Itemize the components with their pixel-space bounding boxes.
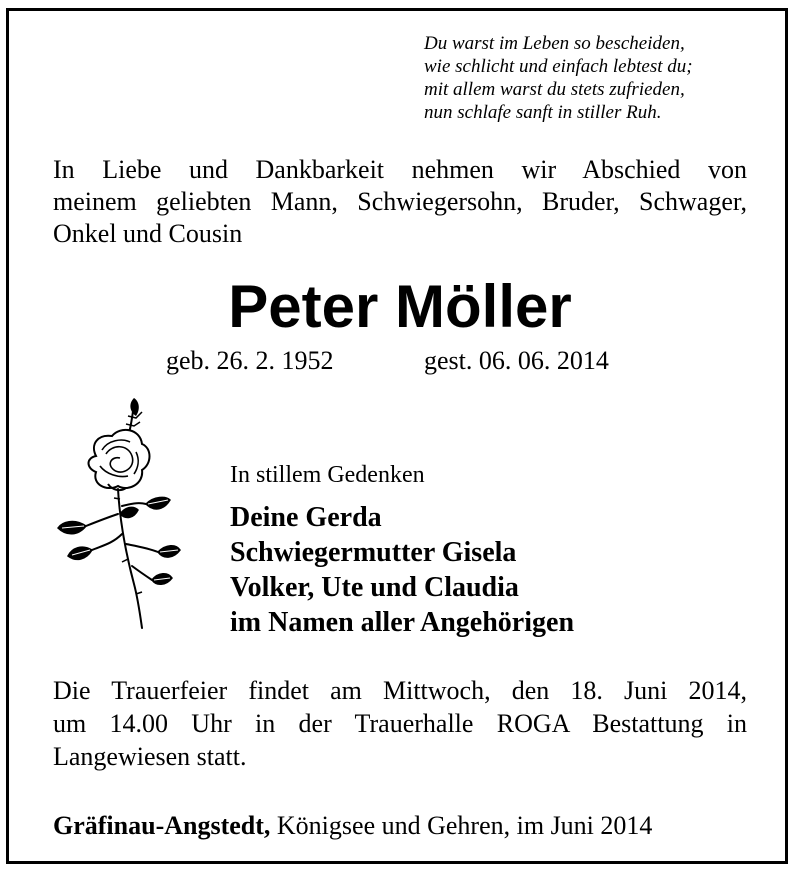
poem bbox=[424, 32, 764, 124]
intro-text bbox=[53, 154, 747, 250]
place-date bbox=[53, 810, 652, 842]
mourner: Volker, Ute und Claudia bbox=[230, 572, 519, 603]
service-line: Langewiesen statt. bbox=[53, 742, 247, 771]
poem-line: Du warst im Leben so bescheiden, bbox=[424, 33, 685, 54]
birth-date: geb. 26. 2. 1952 bbox=[166, 346, 334, 375]
mourners-list bbox=[230, 500, 574, 640]
mourner: im Namen aller Angehörigen bbox=[230, 607, 575, 638]
death-date: gest. 06. 06. 2014 bbox=[424, 346, 609, 375]
mourner: Schwiegermutter Gisela bbox=[230, 537, 517, 568]
poem-line: wie schlicht und einfach lebtest du; bbox=[424, 56, 693, 77]
service-line: um 14.00 Uhr in der Trauerhalle ROGA Bestattung in bbox=[53, 709, 747, 738]
place-primary: Gräfinau-Angstedt, bbox=[53, 811, 271, 840]
place-rest: Königsee und Gehren, im Juni 2014 bbox=[270, 811, 653, 840]
rose-icon bbox=[56, 394, 182, 630]
intro-line: Onkel und Cousin bbox=[53, 219, 243, 248]
mourner: Deine Gerda bbox=[230, 502, 382, 533]
service-line: Die Trauerfeier findet am Mittwoch, den 18. Juni 2014, bbox=[53, 676, 747, 705]
intro-line: In Liebe und Dankbarkeit nehmen wir Abschied von bbox=[53, 155, 747, 184]
intro-line: meinem geliebten Mann, Schwiegersohn, Bruder, Schwager, bbox=[53, 187, 747, 216]
poem-line: mit allem warst du stets zufrieden, bbox=[424, 79, 685, 100]
deceased-name: Peter Möller bbox=[228, 273, 572, 340]
poem-line: nun schlafe sanft in stiller Ruh. bbox=[424, 102, 662, 123]
service-info bbox=[53, 674, 747, 773]
memory-heading: In stillem Gedenken bbox=[230, 462, 425, 488]
